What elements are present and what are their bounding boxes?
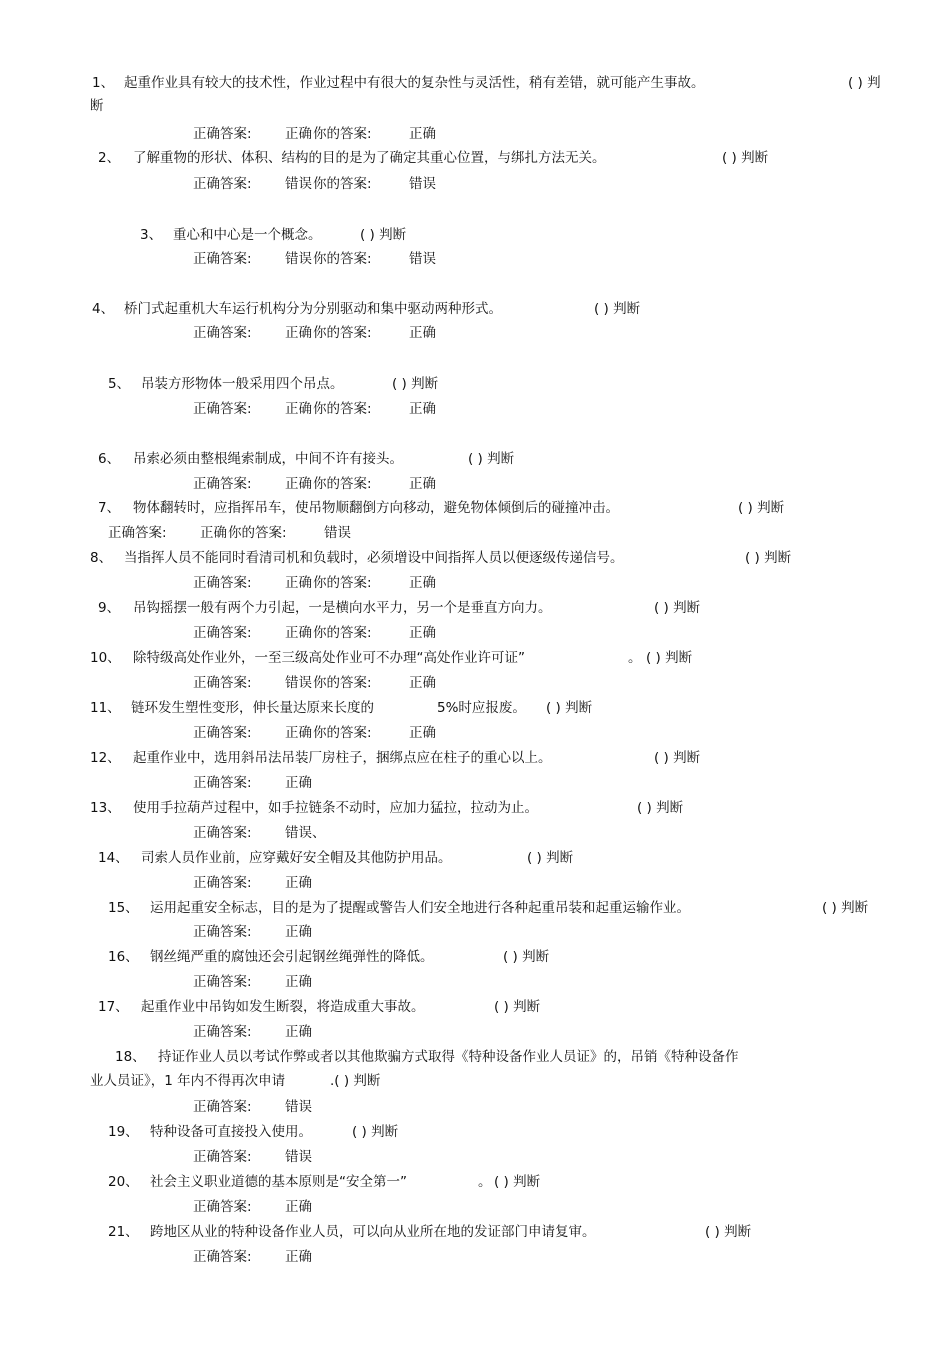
your-answer-value: 错误 bbox=[324, 525, 351, 541]
question-text: 特种设备可直接投入使用。 bbox=[150, 1124, 312, 1140]
your-answer-label: 你的答案: bbox=[313, 251, 372, 267]
question-text-wrap: 业人员证》，1 年内不得再次申请 bbox=[90, 1073, 286, 1089]
question-number: 18、 bbox=[115, 1049, 146, 1065]
question-text: 吊钩摇摆一般有两个力引起，一是横向水平力，另一个是垂直方向力。 bbox=[133, 600, 552, 616]
your-answer-label: 你的答案: bbox=[313, 476, 372, 492]
your-answer-value: 正确 bbox=[409, 476, 436, 492]
judge-marker: ( ) 判断 bbox=[527, 850, 574, 866]
your-answer-label: 你的答案: bbox=[313, 725, 372, 741]
question-text: 链环发生塑性变形，伸长量达原来长度的 bbox=[131, 700, 374, 716]
judge-marker: ( ) 判断 bbox=[654, 750, 701, 766]
judge-marker: ( ) 判断 bbox=[654, 600, 701, 616]
correct-answer-value: 错误 bbox=[285, 1099, 312, 1115]
question-number: 1、 bbox=[92, 75, 115, 91]
question-number: 3、 bbox=[140, 227, 163, 243]
question-text: 钢丝绳严重的腐蚀还会引起钢丝绳弹性的降低。 bbox=[150, 949, 434, 965]
question-number: 17、 bbox=[98, 999, 129, 1015]
judge-marker: ( ) 判 bbox=[848, 75, 881, 91]
judge-marker: ( ) 判断 bbox=[722, 150, 769, 166]
question-text: 持证作业人员以考试作弊或者以其他欺骗方式取得《特种设备作业人员证》的，吊销《特种设备作 bbox=[158, 1049, 739, 1065]
question-text: 起重作业中吊钩如发生断裂，将造成重大事故。 bbox=[141, 999, 425, 1015]
correct-answer-label: 正确答案: bbox=[193, 476, 252, 492]
question-number: 11、 bbox=[90, 700, 121, 716]
correct-answer-value: 正确 bbox=[285, 1024, 312, 1040]
correct-answer-label: 正确答案: bbox=[193, 974, 252, 990]
question-number: 15、 bbox=[108, 900, 139, 916]
question-text-tail: 5%时应报废。 bbox=[437, 700, 526, 716]
your-answer-label: 你的答案: bbox=[313, 401, 372, 417]
question-number: 10、 bbox=[90, 650, 121, 666]
correct-answer-value: 错误 bbox=[285, 1149, 312, 1165]
judge-marker: .( ) 判断 bbox=[330, 1073, 381, 1089]
judge-marker: ( ) 判断 bbox=[494, 999, 541, 1015]
judge-marker: ( ) 判断 bbox=[546, 700, 593, 716]
correct-answer-label: 正确答案: bbox=[193, 875, 252, 891]
your-answer-value: 正确 bbox=[409, 725, 436, 741]
judge-marker: ( ) 判断 bbox=[494, 1174, 541, 1190]
correct-answer-label: 正确答案: bbox=[193, 675, 252, 691]
correct-answer-label: 正确答案: bbox=[193, 1024, 252, 1040]
question-number: 21、 bbox=[108, 1224, 139, 1240]
correct-answer-value: 正确 bbox=[285, 126, 312, 142]
your-answer-label: 你的答案: bbox=[313, 625, 372, 641]
your-answer-label: 你的答案: bbox=[228, 525, 287, 541]
correct-answer-value: 正确 bbox=[200, 525, 227, 541]
your-answer-value: 正确 bbox=[409, 625, 436, 641]
judge-marker: ( ) 判断 bbox=[745, 550, 792, 566]
question-text: 起重作业中，选用斜吊法吊装厂房柱子，捆绑点应在柱子的重心以上。 bbox=[133, 750, 552, 766]
judge-marker: ( ) 判断 bbox=[360, 227, 407, 243]
question-text: 重心和中心是一个概念。 bbox=[173, 227, 322, 243]
judge-marker: ( ) 判断 bbox=[503, 949, 550, 965]
correct-answer-value: 正确 bbox=[285, 725, 312, 741]
judge-marker: ( ) 判断 bbox=[822, 900, 869, 916]
judge-marker: ( ) 判断 bbox=[646, 650, 693, 666]
your-answer-value: 正确 bbox=[409, 325, 436, 341]
your-answer-value: 错误 bbox=[409, 251, 436, 267]
correct-answer-label: 正确答案: bbox=[193, 176, 252, 192]
your-answer-value: 正确 bbox=[409, 675, 436, 691]
correct-answer-label: 正确答案: bbox=[193, 625, 252, 641]
correct-answer-label: 正确答案: bbox=[193, 1149, 252, 1165]
judge-marker: ( ) 判断 bbox=[352, 1124, 399, 1140]
question-number: 8、 bbox=[90, 550, 113, 566]
correct-answer-value: 错误 bbox=[285, 675, 312, 691]
question-number: 13、 bbox=[90, 800, 121, 816]
question-text: 当指挥人员不能同时看清司机和负载时，必须增设中间指挥人员以便逐级传递信号。 bbox=[124, 550, 624, 566]
correct-answer-value: 正确 bbox=[285, 325, 312, 341]
correct-answer-label: 正确答案: bbox=[108, 525, 167, 541]
correct-answer-label: 正确答案: bbox=[193, 775, 252, 791]
judge-marker: ( ) 判断 bbox=[594, 301, 641, 317]
correct-answer-value: 正确 bbox=[285, 875, 312, 891]
correct-answer-label: 正确答案: bbox=[193, 825, 252, 841]
question-number: 12、 bbox=[90, 750, 121, 766]
correct-answer-label: 正确答案: bbox=[193, 725, 252, 741]
question-number: 5、 bbox=[108, 376, 131, 392]
question-text: 司索人员作业前，应穿戴好安全帽及其他防护用品。 bbox=[141, 850, 452, 866]
question-text-tail: 。 bbox=[478, 1174, 492, 1190]
judge-marker: ( ) 判断 bbox=[705, 1224, 752, 1240]
question-number: 19、 bbox=[108, 1124, 139, 1140]
question-number: 6、 bbox=[98, 451, 121, 467]
correct-answer-label: 正确答案: bbox=[193, 126, 252, 142]
question-text: 起重作业具有较大的技术性，作业过程中有很大的复杂性与灵活性，稍有差错，就可能产生事故。 bbox=[124, 75, 705, 91]
your-answer-value: 错误 bbox=[409, 176, 436, 192]
your-answer-value: 正确 bbox=[409, 401, 436, 417]
question-number: 4、 bbox=[92, 301, 115, 317]
correct-answer-value: 正确 bbox=[285, 625, 312, 641]
question-text: 社会主义职业道德的基本原则是“安全第一” bbox=[150, 1174, 407, 1190]
question-text: 桥门式起重机大车运行机构分为分别驱动和集中驱动两种形式。 bbox=[124, 301, 502, 317]
correct-answer-label: 正确答案: bbox=[193, 251, 252, 267]
judge-marker: ( ) 判断 bbox=[738, 500, 785, 516]
your-answer-label: 你的答案: bbox=[313, 575, 372, 591]
question-number: 9、 bbox=[98, 600, 121, 616]
question-number: 16、 bbox=[108, 949, 139, 965]
correct-answer-value: 正确 bbox=[285, 401, 312, 417]
correct-answer-value: 正确 bbox=[285, 974, 312, 990]
question-number: 14、 bbox=[98, 850, 129, 866]
correct-answer-label: 正确答案: bbox=[193, 325, 252, 341]
your-answer-label: 你的答案: bbox=[313, 126, 372, 142]
correct-answer-value: 错误、 bbox=[285, 825, 326, 841]
question-number: 7、 bbox=[98, 500, 121, 516]
question-number: 2、 bbox=[98, 150, 121, 166]
judge-marker: ( ) 判断 bbox=[468, 451, 515, 467]
correct-answer-value: 正确 bbox=[285, 924, 312, 940]
question-text: 跨地区从业的特种设备作业人员，可以向从业所在地的发证部门申请复审。 bbox=[150, 1224, 596, 1240]
question-text: 吊装方形物体一般采用四个吊点。 bbox=[141, 376, 344, 392]
your-answer-label: 你的答案: bbox=[313, 675, 372, 691]
correct-answer-value: 正确 bbox=[285, 1199, 312, 1215]
correct-answer-label: 正确答案: bbox=[193, 1199, 252, 1215]
question-text: 物体翻转时，应指挥吊车，使吊物顺翻倒方向移动，避免物体倾倒后的碰撞冲击。 bbox=[133, 500, 619, 516]
correct-answer-label: 正确答案: bbox=[193, 924, 252, 940]
question-text-tail: 。 bbox=[628, 650, 642, 666]
correct-answer-value: 错误 bbox=[285, 251, 312, 267]
your-answer-label: 你的答案: bbox=[313, 176, 372, 192]
correct-answer-value: 错误 bbox=[285, 176, 312, 192]
question-text: 吊索必须由整根绳索制成，中间不许有接头。 bbox=[133, 451, 403, 467]
correct-answer-label: 正确答案: bbox=[193, 1249, 252, 1265]
question-number: 20、 bbox=[108, 1174, 139, 1190]
question-text: 使用手拉葫芦过程中，如手拉链条不动时，应加力猛拉，拉动为止。 bbox=[133, 800, 538, 816]
correct-answer-label: 正确答案: bbox=[193, 575, 252, 591]
correct-answer-value: 正确 bbox=[285, 575, 312, 591]
judge-marker: ( ) 判断 bbox=[392, 376, 439, 392]
judge-marker: ( ) 判断 bbox=[637, 800, 684, 816]
correct-answer-label: 正确答案: bbox=[193, 1099, 252, 1115]
correct-answer-value: 正确 bbox=[285, 476, 312, 492]
your-answer-label: 你的答案: bbox=[313, 325, 372, 341]
correct-answer-label: 正确答案: bbox=[193, 401, 252, 417]
question-text: 运用起重安全标志，目的是为了提醒或警告人们安全地进行各种起重吊装和起重运输作业。 bbox=[150, 900, 690, 916]
your-answer-value: 正确 bbox=[409, 575, 436, 591]
question-text: 了解重物的形状、体积、结构的目的是为了确定其重心位置，与绑扎方法无关。 bbox=[133, 150, 606, 166]
correct-answer-value: 正确 bbox=[285, 775, 312, 791]
correct-answer-value: 正确 bbox=[285, 1249, 312, 1265]
your-answer-value: 正确 bbox=[409, 126, 436, 142]
question-text: 除特级高处作业外，一至三级高处作业可不办理“高处作业许可证” bbox=[133, 650, 525, 666]
question-text-wrap: 断 bbox=[90, 98, 104, 114]
